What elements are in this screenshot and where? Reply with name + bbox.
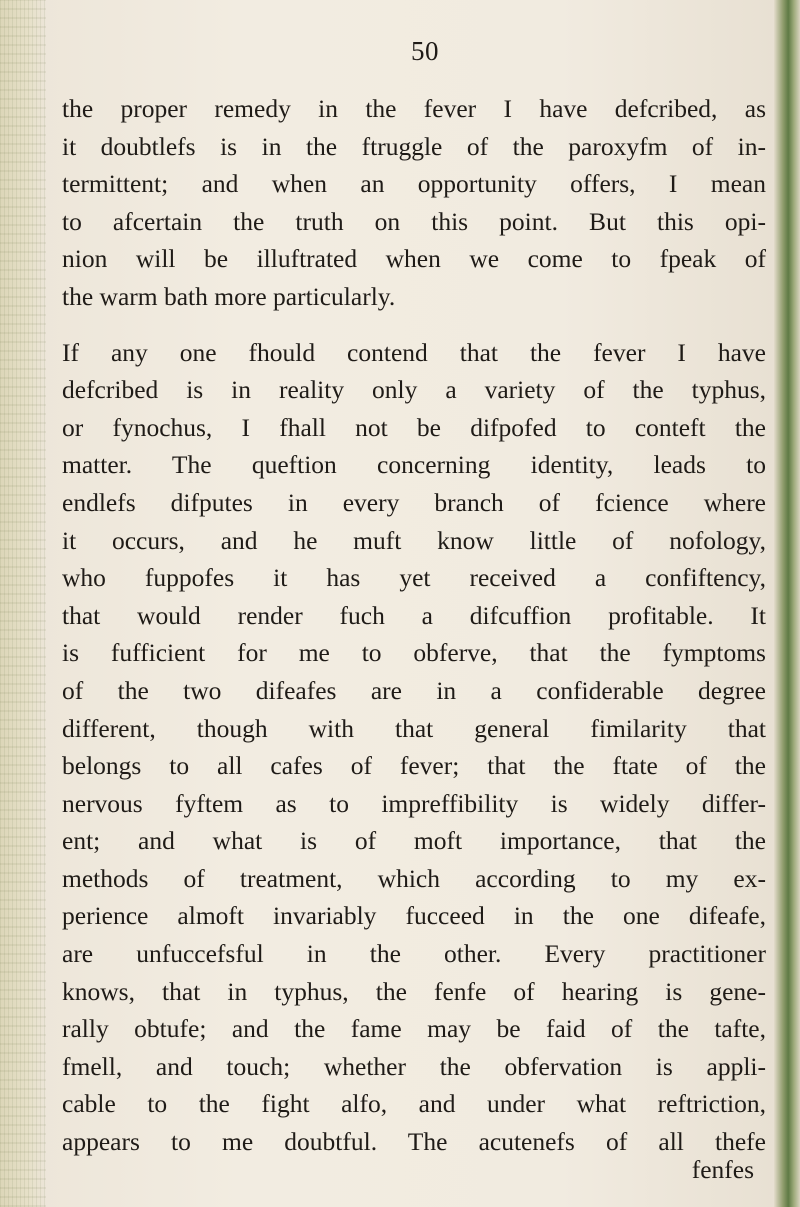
page-edge-right <box>774 0 800 1207</box>
text-line: nervous fyftem as to impreffibility is widely differ- <box>62 788 766 818</box>
text-line: defcribed is in reality only a variety of the typhus, <box>62 375 766 405</box>
text-line: methods of treatment, which according to my ex- <box>62 863 766 893</box>
text-line: ent; and what is of moft importance, that the <box>62 826 766 856</box>
paragraph-spacer <box>62 316 766 334</box>
text-line: rally obtufe; and the fame may be faid of the tafte, <box>62 1014 766 1044</box>
text-line: cable to the fight alfo, and under what reftriction, <box>62 1089 766 1119</box>
body-text <box>62 90 766 1185</box>
text-line: matter. The queftion concerning identity, leads to <box>62 450 766 480</box>
text-line: it doubtlefs is in the ftruggle of the paroxyfm of in- <box>62 131 766 161</box>
text-line: it occurs, and he muft know little of nofology, <box>62 525 766 555</box>
text-line: the proper remedy in the fever I have defcribed, as <box>62 94 766 123</box>
text-line: who fuppofes it has yet received a confiftency, <box>62 563 766 593</box>
page-gutter-left <box>0 0 46 1207</box>
text-line: the warm bath more particularly. <box>62 281 396 311</box>
text-line: perience almoft invariably fucceed in the one difeafe, <box>62 901 766 931</box>
text-line: appears to me doubtful. The acutenefs of all thefe <box>62 1127 766 1157</box>
text-line: to afcertain the truth on this point. But this opi- <box>62 206 766 236</box>
text-line: endlefs difputes in every branch of fcience where <box>62 487 766 517</box>
text-line: of the two difeafes are in a confiderable degree <box>62 675 766 705</box>
page-number: 50 <box>411 36 439 66</box>
text-line: fmell, and touch; whether the obfervation is appli- <box>62 1051 766 1081</box>
text-line: belongs to all cafes of fever; that the ftate of the <box>62 751 766 781</box>
text-line: termittent; and when an opportunity offers, I mean <box>62 169 766 199</box>
text-line: nion will be illuftrated when we come to fpeak of <box>62 244 766 274</box>
text-line: are unfuccefsful in the other. Every practitioner <box>62 939 766 969</box>
catchword: fenfes <box>691 1154 754 1184</box>
text-line: If any one fhould contend that the fever I have <box>62 337 766 367</box>
paragraph-2 <box>62 334 766 1161</box>
text-line: or fynochus, I fhall not be difpofed to conteft the <box>62 412 766 442</box>
text-line: different, though with that general fimilarity that <box>62 713 766 743</box>
text-line: is fufficient for me to obferve, that the fymptoms <box>62 638 766 668</box>
paragraph-1 <box>62 90 766 316</box>
text-line: that would render fuch a difcuffion profitable. It <box>62 600 766 630</box>
text-line: knows, that in typhus, the fenfe of hearing is gene- <box>62 976 766 1006</box>
